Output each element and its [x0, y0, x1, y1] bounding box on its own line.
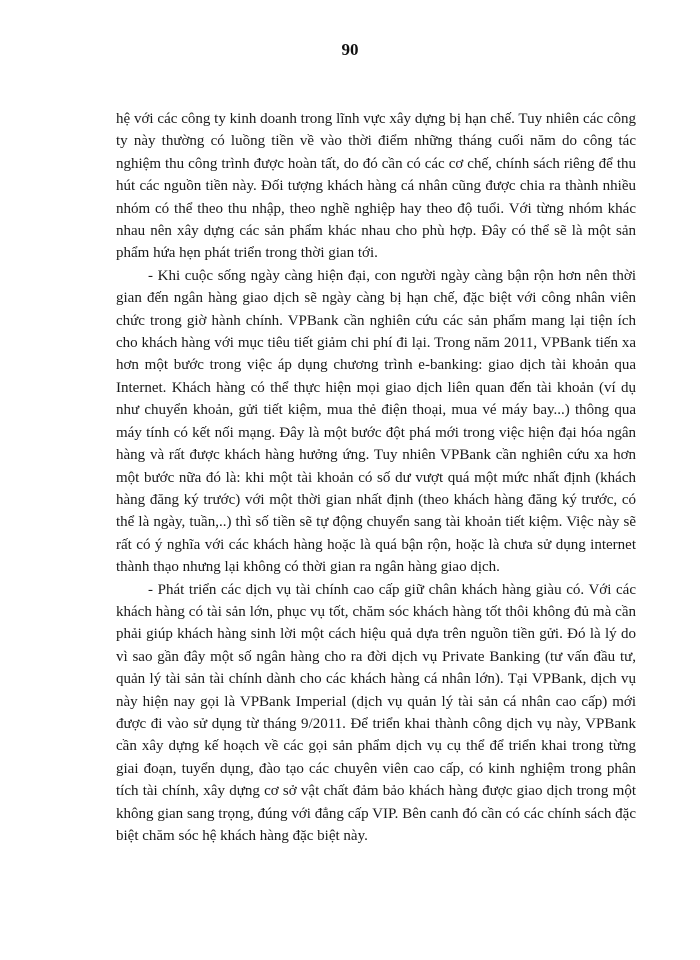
- page-number: 90: [341, 40, 359, 59]
- paragraph-private-banking: - Phát triển các dịch vụ tài chính cao cấp giữ chân khách hàng giàu có. Với các khách hàng có tài sản lớn, phục vụ tốt, chăm sóc khách hàng tốt thôi không đủ mà cần phải giúp khách hàng sinh lời một cách hiệu quả dựa trên nguồn tiền gửi. Đó là lý do vì sao gần đây một số ngân hàng cho ra đời dịch vụ Private Banking (tư vấn đầu tư, quản lý tài sản tài chính dành cho các khách hàng cá nhân lớn). Tại VPBank, dịch vụ này hiện nay gọi là VPBank Imperial (dịch vụ quản lý tài sản cá nhân cao cấp) mới được đi vào sử dụng từ tháng 9/2011. Để triển khai thành công dịch vụ này, VPBank cần xây dựng kế hoạch về các gọi sản phẩm dịch vụ cụ thể để triển khai trong từng giai đoạn, tuyển dụng, đào tạo các chuyên viên cao cấp, có kinh nghiệm trong phân tích tài chính, xây dựng cơ sở vật chất đảm bảo khách hàng được giao dịch trong một không gian sang trọng, đúng với đẳng cấp VIP. Bên canh đó cần có các chính sách đặc biệt chăm sóc hệ khách hàng đặc biệt này.: [116, 581, 636, 844]
- paragraph-ebanking: - Khi cuộc sống ngày càng hiện đại, con người ngày càng bận rộn hơn nên thời gian đến ngân hàng giao dịch sẽ ngày càng bị hạn chế, đặc biệt với công nhân viên chức trong giờ hành chính. VPBank cần nghiên cứu các sản phẩm mang lại tiện ích cho khách hàng với mục tiêu tiết giảm chi phí đi lại. Trong năm 2011, VPBank tiến xa hơn một bước trong việc áp dụng chương trình e-banking: giao dịch tài khoản qua Internet. Khách hàng có thể thực hiện mọi giao dịch liên quan đến tài khoản (ví dụ như chuyển khoản, gửi tiết kiệm, mua thẻ điện thoại, mua vé máy bay...) thông qua máy tính có kết nối mạng. Đây là một bước đột phá mới trong việc hiện đại hóa ngân hàng và rất được khách hàng hưởng ứng. Tuy nhiên VPBank cần nghiên cứu xa hơn một bước nữa đó là: khi một tài khoản có số dư vượt quá một mức nhất định (khách hàng đăng ký trước) với một thời gian nhất định (theo khách hàng đăng ký trước, có thể là ngày, tuần,..) thì số tiền sẽ tự động chuyển sang tài khoản tiết kiệm. Việc này sẽ rất có ý nghĩa với các khách hàng hoặc là quá bận rộn, hoặc là chưa sử dụng internet thành thạo nhưng lại không có thời gian ra ngân hàng giao dịch.: [116, 267, 636, 576]
- paragraph-continuation: hệ với các công ty kinh doanh trong lĩnh vực xây dựng bị hạn chế. Tuy nhiên các công ty này thường có luồng tiền về vào thời điểm những tháng cuối năm do công tác nghiệm thu công trình được hoàn tất, do đó cần có các cơ chế, chính sách riêng để thu hút các nguồn tiền này. Đối tượng khách hàng cá nhân cũng được chia ra thành nhiều nhóm có thể theo thu nhập, theo nghề nghiệp hay theo độ tuổi. Với từng nhóm khác nhau nên xây dựng các sản phẩm khác nhau cho phù hợp. Đây có thể sẽ là một sản phẩm hứa hẹn phát triển trong thời gian tới.: [116, 111, 636, 262]
- body-text: [116, 108, 636, 847]
